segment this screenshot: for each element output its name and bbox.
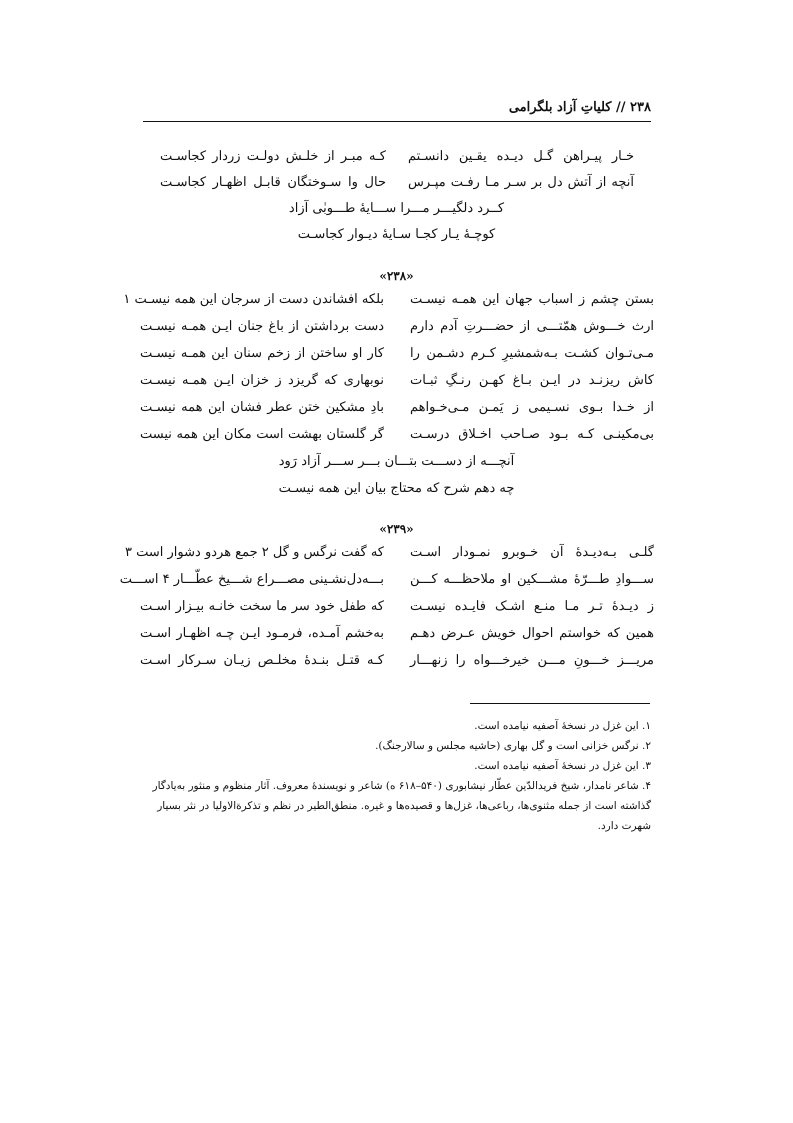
hemistich-first: کاش ریزنـد در ایـن بـاغ کهـن رنـگِ ثبـات: [410, 373, 654, 388]
couplet: [125, 540, 654, 566]
hemistich-second: کـه مبـر از خلـش دولـت زردار کجاسـت: [160, 149, 386, 164]
hemistich-first: بستن چشم ز اسباب جهان این همـه نیسـت: [410, 292, 654, 307]
couplet: [140, 648, 654, 674]
couplet: [140, 395, 654, 421]
footnote: ۳. این غزل در نسخهٔ آصفیه نیامده است.: [474, 760, 651, 772]
hemistich-first: از خـدا بـوی نسـیمی ز یَمـن مـی‌خـواهم: [410, 400, 654, 415]
running-header: ۲۳۸ // کلیاتِ آزاد بلگرامی: [508, 100, 651, 115]
couplet: [140, 422, 654, 448]
hemistich-second: کار او ساختن از زخم سنان این همـه نیسـت: [140, 346, 384, 361]
hemistich-first: مـی‌تـوان کشـت بـه‌شمشیرِ کـرم دشـمن را: [410, 346, 654, 361]
hemistich-first: خـار پیـراهن گـل دیـده یقـین دانسـتم: [408, 149, 634, 164]
couplet: [140, 368, 654, 394]
poem-number: «۲۳۹»: [379, 522, 414, 536]
hemistich-second: بـــه‌دل‌نشـینی مصـــراع شـــیخ عطّـــار ۴ اســـت: [119, 572, 384, 587]
couplet: [140, 621, 654, 647]
footnote: ۲. نرگس خزانی است و گل بهاری (حاشیه مجلس و سالارجنگ).: [375, 740, 651, 752]
hemistich-first: ارث خـــوش همّتـــی از حضـــرتِ آدم دارم: [410, 319, 654, 334]
couplet: [123, 287, 654, 313]
hemistich-second: گر گلستان بهشت است مکان این همه نیست: [140, 427, 384, 442]
hemistich-second: نوبهاری که گریزد ز خزان ایـن همـه نیسـت: [140, 373, 384, 388]
hemistich-second: بادِ مشکین ختن عطر فشان این همه نیسـت: [140, 400, 384, 415]
header-rule: [143, 121, 651, 122]
closing-hemistich: کــرد دلگیـــر مـــرا ســـایهٔ طـــوبٰی آزاد: [288, 201, 505, 216]
poem-number: «۲۳۸»: [379, 269, 414, 283]
closing-hemistich: چه دهم شرح که محتاج بیان این همه نیسـت: [278, 481, 515, 496]
hemistich-first: بی‌مکینـی کـه بـود صـاحب اخـلاق درسـت: [410, 427, 654, 442]
footnote: ۴. شاعر نامدار، شیخ فریدالدّین عطّار نیشابوری (۵۴۰–۶۱۸ ه) شاعر و نویسندهٔ معروف. آثار منظوم و منثور به‌یادگار گذاشته است از جمله مثنوی‌ها، رباعی‌ها، غزل‌ها و قصیده‌ها و غیره. منطق‌الطیر در نظم و تذکرةالاولیا در نثر بسیار شهرت دارد.: [152, 780, 651, 832]
hemistich-second: دست برداشتن از باغ جنان ایـن همـه نیسـت: [140, 319, 384, 334]
hemistich-first: ز دیـدهٔ تـر مـا منـع اشـک فایـده نیسـت: [410, 599, 654, 614]
hemistich-second: به‌خشم آمـده، فرمـود ایـن چـه اظهـار اسـت: [140, 626, 384, 641]
hemistich-second: بلکه افشاندن دست از سرجان این همه نیسـت ۱: [123, 292, 384, 307]
hemistich-second: کـه قتـل بنـدهٔ مخلـص زیـان سـرکار اسـت: [140, 653, 384, 668]
couplet: [160, 144, 634, 170]
closing-hemistich: آنچـــه از دســـت بتـــان بـــر ســـر آزاد رَود: [278, 454, 515, 469]
couplet: [160, 170, 634, 196]
hemistich-first: آنچه از آتش دل بر سـر مـا رفـت مپـرس: [408, 175, 634, 190]
hemistich-first: همین که خواستم احوال خویش عـرض دهـم: [410, 626, 654, 641]
couplet: [140, 314, 654, 340]
couplet: [140, 594, 654, 620]
hemistich-second: که گفت نرگس و گل ۲ جمع هردو دشوار است ۳: [125, 545, 384, 560]
hemistich-first: گلـی بـه‌دیـدهٔ آن خـوبرو نمـودار اسـت: [410, 545, 654, 560]
footnote: ۱. این غزل در نسخهٔ آصفیه نیامده است.: [474, 720, 651, 732]
footnote-rule: [470, 703, 650, 704]
couplet: [140, 341, 654, 367]
couplet: [119, 567, 654, 593]
hemistich-first: مریـــز خـــونِ مـــن خیرخـــواه را زنهـــار: [410, 653, 654, 668]
closing-hemistich: کوچـهٔ یـار کجـا سـایهٔ دیـوار کجاسـت: [297, 227, 496, 242]
hemistich-first: ســـوادِ طـــرّهٔ مشـــکین او ملاحظـــه کـــن: [410, 572, 654, 587]
hemistich-second: که طفل خود سر ما سخت خانـه بیـزار اسـت: [140, 599, 384, 614]
hemistich-second: حال وا سـوختگان قابـل اظهـار کجاسـت: [160, 175, 386, 190]
